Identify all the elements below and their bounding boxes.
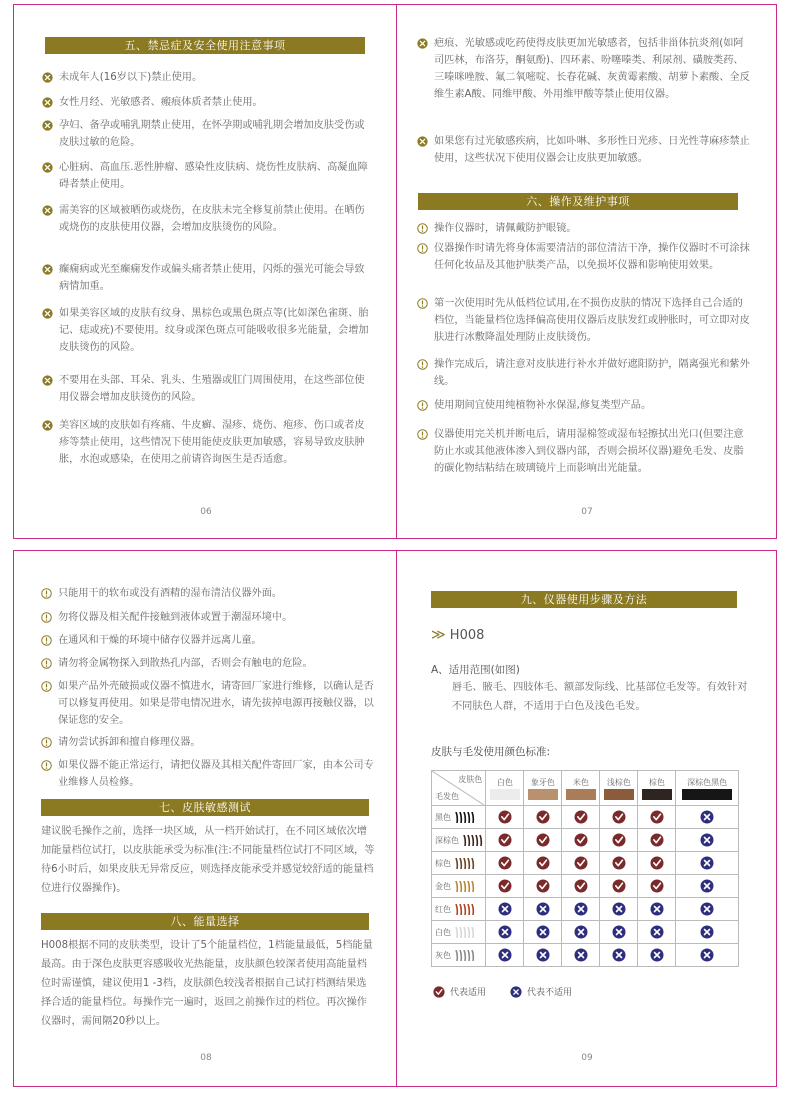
item-text: 需美容的区域被晒伤或烧伤，在皮肤未完全修复前禁止使用。在晒伤或烧伤的皮肤使用仪器，会增加皮肤烫伤的风险。 [59,205,365,233]
skin-swatch [642,789,672,800]
skin-col-3 [600,771,638,806]
skin-swatch [604,789,634,800]
skin-swatch [566,789,596,800]
item-text: 美容区域的皮肤如有疼痛、牛皮癣、湿疹、烧伤、疱疹、伤口或者皮疹等禁止使用，这些情况下使用能使皮肤更加敏感，容易导致皮肤肿胀，水泡或感染，在使用之前请咨询医生是否适愈。 [59,420,365,465]
page-number: 08 [200,1053,212,1063]
page-number: 07 [581,507,593,517]
suitable-mark [486,875,524,898]
skin-swatch [490,789,520,800]
list-item [41,655,379,672]
skin-swatch [682,789,732,800]
double-chevron-icon: ≫ [431,627,446,643]
list-item [417,397,753,414]
item-text: 仪器操作时请先将身体需要清洁的部位清洁干净，操作仪器时不可涂抹任何化妆品及其他护肤类产品，以免损坏仪器和影响使用效果。 [434,243,750,271]
skin-label: 米色 [572,778,589,787]
table-row [432,944,739,967]
unsuitable-mark [486,944,524,967]
item-text: 未成年人(16岁以下)禁止使用。 [59,72,203,83]
unsuitable-mark [486,898,524,921]
list-item [417,220,753,237]
hair-icon [451,951,476,960]
item-text: 操作完成后，请注意对皮肤进行补水并做好遮阳防护，隔离强光和紫外线。 [434,359,750,387]
item-text: 孕妇、备孕或哺乳期禁止使用，在怀孕期或哺乳期会增加皮肤受伤或皮肤过敏的危险。 [59,120,365,148]
skin-col-1 [524,771,562,806]
hair-label-cell [432,852,486,875]
unsuitable-mark [638,944,676,967]
hair-label: 黑色 [435,812,451,822]
table-row [432,852,739,875]
item-text: 不要用在头部、耳朵、乳头、生殖器或肛门周围使用，在这些部位使用仪器会增加皮肤烫伤的风险。 [59,375,365,403]
unsuitable-mark [676,898,739,921]
list-item [42,69,372,86]
hair-label-cell [432,875,486,898]
table-row [432,898,739,921]
suitable-mark [638,806,676,829]
item-text: 女性月经、光敏感者、瘢痕体质者禁止使用。 [59,97,263,108]
list-item [42,417,372,468]
item-text: 如果您有过光敏感疾病，比如卟啉、多形性日光疹、日光性荨麻疹禁止使用，这些状况下使用仪器会让皮肤更加敏感。 [434,136,750,164]
list-item [41,585,379,602]
page-09 [396,550,777,1087]
item-text: 勿将仪器及相关配件接触到液体或置于潮湿环境中。 [58,612,293,623]
suitable-mark [562,852,600,875]
skin-swatch [528,789,558,800]
unsuitable-mark [676,806,739,829]
item-text: 心脏病、高血压.恶性肿瘤、感染性皮肤病、烧伤性皮肤病、高凝血障碍者禁止使用。 [59,162,368,190]
unsuitable-mark [638,898,676,921]
suitable-mark [600,875,638,898]
item-text: 只能用干的软布或没有酒精的湿布清洁仪器外面。 [58,588,283,599]
page-number: 09 [581,1053,593,1063]
suitable-mark [600,852,638,875]
unsuitable-mark [676,852,739,875]
hair-label-cell [432,806,486,829]
table-title: 皮肤与毛发使用颜色标准: [431,746,551,758]
page-06 [13,4,397,539]
section-7-banner: 七、皮肤敏感测试 [41,799,369,816]
unsuitable-mark [638,921,676,944]
item-text: 第一次使用时先从低档位试用,在不损伤皮肤的情况下选择自己合适的档位，当能量档位选择偏高使用仪器后皮肤发红或肿胀时，可立即对皮肤进行冰敷降温处理防止皮肤烫伤。 [434,298,750,343]
list-item [42,372,372,406]
skin-col-4 [638,771,676,806]
suitable-mark [524,875,562,898]
section-a-text: 唇毛、腋毛、四肢体毛、额部发际线、比基部位毛发等。有效针对不同肤色人群，不适用于白色及浅色毛发。 [452,682,748,712]
list-item [417,35,753,103]
item-text: 如果仪器不能正常运行，请把仪器及其相关配件寄回厂家，由本公司专业维修人员检修。 [58,760,374,788]
list-item [42,261,372,295]
list-item [42,94,372,111]
model-heading [431,627,484,643]
check-mark-icon [433,986,445,998]
hair-label-cell [432,921,486,944]
skin-label: 白色 [496,778,513,787]
suitable-mark [486,806,524,829]
hair-label-cell [432,898,486,921]
item-text: 如果产品外壳破损或仪器不慎进水，请寄回厂家进行维修，以确认是否可以修复再使用。如果是带电情况进水，请先拔掉电源再接触仪器，以保证您的安全。 [58,681,374,726]
section-8-text: H008根据不同的皮肤类型，设计了5个能量档位，1档能量最低，5档能量最高。由于深色皮肤更容感吸收光热能量，皮肤颜色较深者使用高能量档位时需谨慎，建议使用1 -3档，皮肤颜色较浅者根据自己试打档测结果选择合适的能量档位。每操作完一遍时，返回之前操作过的档位。再次操作仪器时，需间隔20秒以上。 [41,940,373,1027]
unsuitable-mark [524,898,562,921]
item-text: 请勿尝试拆卸和擅自修理仪器。 [58,737,201,748]
hair-label: 白色 [435,927,451,937]
skin-label: 象牙色 [530,778,555,787]
legend [433,985,572,998]
item-text: 疤痕、光敏感或吃药使得皮肤更加光敏感者，包括非甾体抗炎剂(如阿司匹林，布洛芬，酮氨酚)、四环素、吩噻嗪类、利尿剂、磺胺类药、三嗪咪唑胺、氟二氧嘧啶、长春花碱、灰黄霉素酸、胡萝卜素酸、全反维生素A酸、同维甲酸、外用维甲酸等禁止使用仪器。 [434,38,750,100]
item-text: 仪器使用完关机并断电后，请用湿棉签或湿布轻擦拭出光口(但要注意防止水或其他液体渗入到仪器内部，否则会损坏仪器)避免毛发、皮脂的碳化物结粘结在玻璃镜片上而影响出光能量。 [434,429,744,474]
hair-icon [451,859,476,868]
item-text: 癫痫病或光至癫痫发作或偏头痛者禁止使用，闪烁的强光可能会导致病情加重。 [59,264,365,292]
hair-label: 灰色 [435,950,451,960]
unsuitable-mark [562,944,600,967]
skin-col-0 [486,771,524,806]
suitable-mark [486,852,524,875]
skin-col-5 [676,771,739,806]
hair-label-cell [432,829,486,852]
unsuitable-mark [562,898,600,921]
unsuitable-mark [676,875,739,898]
legend-no-label: 代表不适用 [527,988,573,998]
suitable-mark [486,829,524,852]
list-item [417,356,753,390]
suitable-mark [600,806,638,829]
section-6-banner: 六、操作及维护事项 [418,193,738,210]
corner-hair-label: 毛发色 [435,792,459,801]
unsuitable-mark [600,944,638,967]
unsuitable-mark [600,921,638,944]
unsuitable-mark [676,921,739,944]
suitable-mark [562,829,600,852]
suitable-mark [562,806,600,829]
hair-icon [451,813,476,822]
hair-icon [459,836,484,845]
page-08 [13,550,397,1087]
suitable-mark [600,829,638,852]
suitable-mark [638,829,676,852]
table-row [432,921,739,944]
unsuitable-mark [524,921,562,944]
suitable-mark [524,806,562,829]
list-item [417,133,753,167]
table-corner [432,771,486,806]
x-mark-icon [510,986,522,998]
skin-col-2 [562,771,600,806]
suitable-mark [524,829,562,852]
legend-ok-label: 代表适用 [450,988,487,998]
list-item [42,117,372,151]
hair-icon [451,882,476,891]
suitable-mark [524,852,562,875]
model-name: H008 [449,628,485,643]
section-9-banner: 九、仪器使用步骤及方法 [431,591,737,608]
skin-label: 浅棕色 [606,778,631,787]
unsuitable-mark [486,921,524,944]
page-number: 06 [200,507,212,517]
hair-icon [451,928,476,937]
unsuitable-mark [676,829,739,852]
item-text: 请勿将金属物探入到散热孔内部，否则会有触电的危险。 [58,658,313,669]
unsuitable-mark [562,921,600,944]
suitable-mark [638,875,676,898]
list-item [41,609,379,626]
hair-label-cell [432,944,486,967]
list-item [417,240,753,274]
list-item [417,426,753,477]
item-text: 如果美容区域的皮肤有纹身、黑棕色或黑色斑点等(比如深色雀斑、胎记、痣或疣)不要使用。纹身或深色斑点可能吸收很多光能量，会增加皮肤烫伤的风险。 [59,308,369,353]
unsuitable-mark [524,944,562,967]
list-item [42,305,372,356]
hair-icon [451,905,476,914]
suitable-mark [638,852,676,875]
skin-label: 棕色 [648,778,665,787]
table-row [432,829,739,852]
unsuitable-mark [600,898,638,921]
section-5-banner: 五、禁忌症及安全使用注意事项 [45,37,365,54]
suitable-mark [562,875,600,898]
list-item [41,757,379,791]
list-item [42,159,372,193]
section-a-title: A、适用范围(如图) [431,664,520,676]
list-item [42,202,372,236]
hair-label: 深棕色 [435,835,459,845]
table-row [432,806,739,829]
skin-label: 深棕色黑色 [687,778,728,787]
item-text: 使用期间宜使用纯植物补水保湿,修复类型产品。 [434,400,652,411]
hair-label: 金色 [435,881,451,891]
hair-label: 棕色 [435,858,451,868]
list-item [41,678,379,729]
table-row [432,875,739,898]
list-item [417,295,753,346]
section-7-text: 建议脱毛操作之前，选择一块区域，从一档开始试打，在不同区域依次增加能量档位试打，以皮肤能承受为标准(注:不同能量档位试打不同区域，等待6小时后，如果皮肤无异常反应，则选择皮能承受并感觉较舒适的能量档位进行仪器操作)。 [41,826,375,894]
color-standard-table [431,770,739,967]
section-8-banner: 八、能量选择 [41,913,369,930]
page-07 [396,4,777,539]
hair-label: 红色 [435,904,451,914]
list-item [41,632,379,649]
corner-skin-label: 皮肤色 [458,775,483,784]
unsuitable-mark [676,944,739,967]
item-text: 在通风和干燥的环境中储存仪器并远离儿童。 [58,635,262,646]
list-item [41,734,379,751]
item-text: 操作仪器时，请佩戴防护眼镜。 [434,223,577,234]
